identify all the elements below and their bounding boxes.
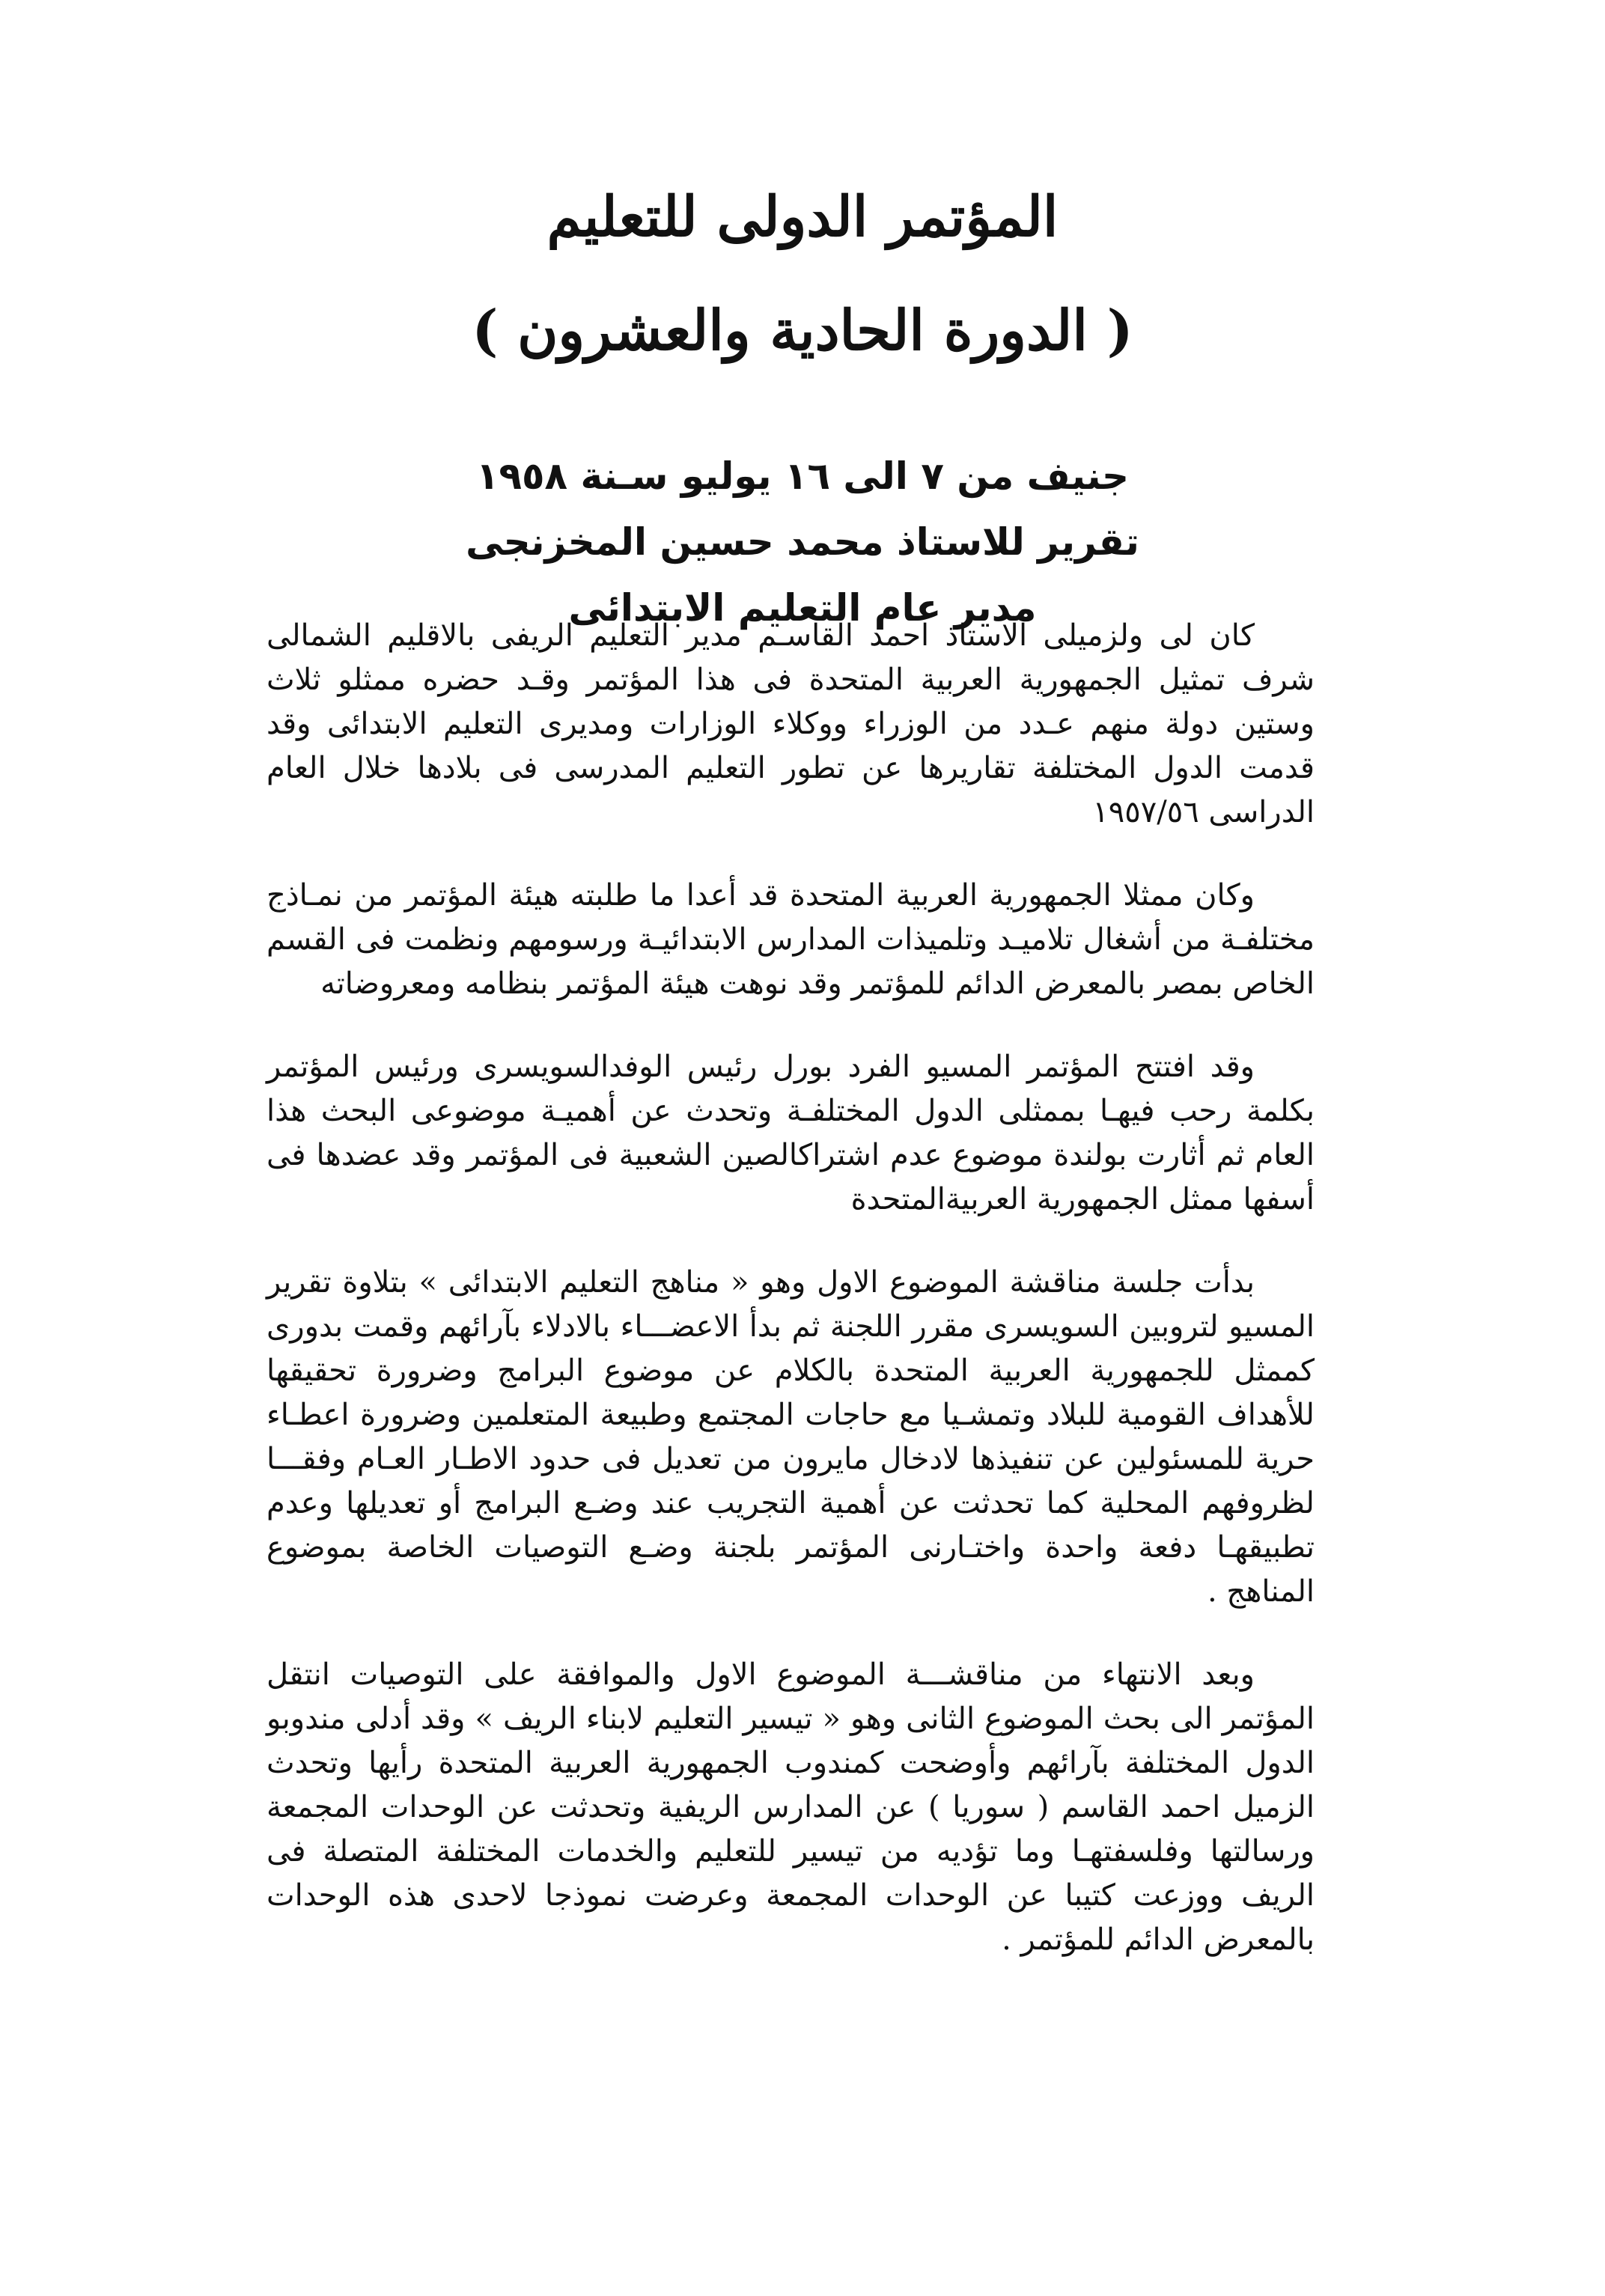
paragraph: وقد افتتح المؤتمر المسيو الفرد بورل رئيس الوفدالسويسرى ورئيس المؤتمر بكلمة رحب فيهـا بممثلى الدول المختلفـة وتحدث عن أهميـة موضوعى البحث هذا العام ثم أثارت بولندة موضوع عدم اشتراكالصين الشعبية فى المؤتمر وقد عضدها فى أسفها ممثل الجمهورية العربيةالمتحدة	[267, 1050, 1315, 1216]
document-header	[225, 172, 1380, 641]
paragraph: وبعد الانتهاء من مناقشـــة الموضوع الاول والموافقة على التوصيات انتقل المؤتمر الى بحث الموضوع الثانى وهو « تيسير التعليم لابناء الريف » وقد أدلى مندوبو الدول المختلفة بآرائهم وأوضحت كمندوب الجمهورية العربية المتحدة رأيها وتحدث الزميل احمد القاسم ( سوريا ) عن المدارس الريفية وتحدثت عن الوحدات المجمعة ورسالتها وفلسفتهـا وما تؤديه من تيسير للتعليم والخدمات المختلفة المتصلة فى الريف ووزعت كتيبا عن الوحدات المجمعة وعرضت نموذجا لاحدى هذه الوحدات بالمعرض الدائم للمؤتمر .	[267, 1657, 1315, 1957]
paragraph: بدأت جلسة مناقشة الموضوع الاول وهو « مناهج التعليم الابتدائى » بتلاوة تقرير المسيو لتروبين السويسرى مقرر اللجنة ثم بدأ الاعضـــاء بالادلاء بآرائهم وقمت بدورى كممثل للجمهورية العربية المتحدة بالكلام عن موضوع البرامج وضرورة تحقيقها للأهداف القومية للبلاد وتمشـيا مع حاجات المجتمع وطبيعة المتعلمين وضرورة اعطـاء حرية للمسئولين عن تنفيذها لادخال مايرون من تعديل فى حدود الاطـار العـام وفقـــا لظروفهم المحلية كما تحدثت عن أهمية التجريب عند وضـع البرامج أو تعديلها وعدم تطبيقهـا دفعة واحدة واختـارنى المؤتمر بلجنة وضـع التوصيات الخاصة بموضوع المناهج .	[267, 1265, 1315, 1609]
date-line: جنيف من ٧ الى ١٦ يوليو سـنة ١٩٥٨	[475, 454, 1130, 498]
document-subtitle: ( الدورة الحادية والعشرون )	[472, 299, 1133, 363]
document-body	[267, 614, 1315, 1962]
document-title: المؤتمر الدولى للتعليم	[546, 185, 1059, 249]
author-position-line: مدير عام التعليم الابتدائى	[568, 586, 1037, 630]
paragraph: كان لى ولزميلى الاستاذ احمد القاسـم مدير التعليم الريفى بالاقليم الشمالى شرف تمثيل الجمهورية العربية المتحدة فى هذا المؤتمر وقـد حضره ممثلو ثلاث وستين دولة منهم عـدد من الوزراء ووكلاء الوزارات ومديرى التعليم الابتدائى وقد قدمت الدول المختلفة تقاريرها عن تطور التعليم المدرسى فى بلادها خلال العام الدراسى ١٩٥٧/٥٦	[267, 618, 1315, 829]
paragraph: وكان ممثلا الجمهورية العربية المتحدة قد أعدا ما طلبته هيئة المؤتمر من نمـاذج مختلفـة من أشغال تلاميـد وتلميذات المدارس الابتدائيـة ورسومهم ونظمت فى القسم الخاص بمصر بالمعرض الدائم للمؤتمر وقد نوهت هيئة المؤتمر بنظامه ومعروضاته	[267, 878, 1315, 1001]
report-author-line: تقرير للاستاذ محمد حسين المخزنجى	[466, 520, 1139, 564]
